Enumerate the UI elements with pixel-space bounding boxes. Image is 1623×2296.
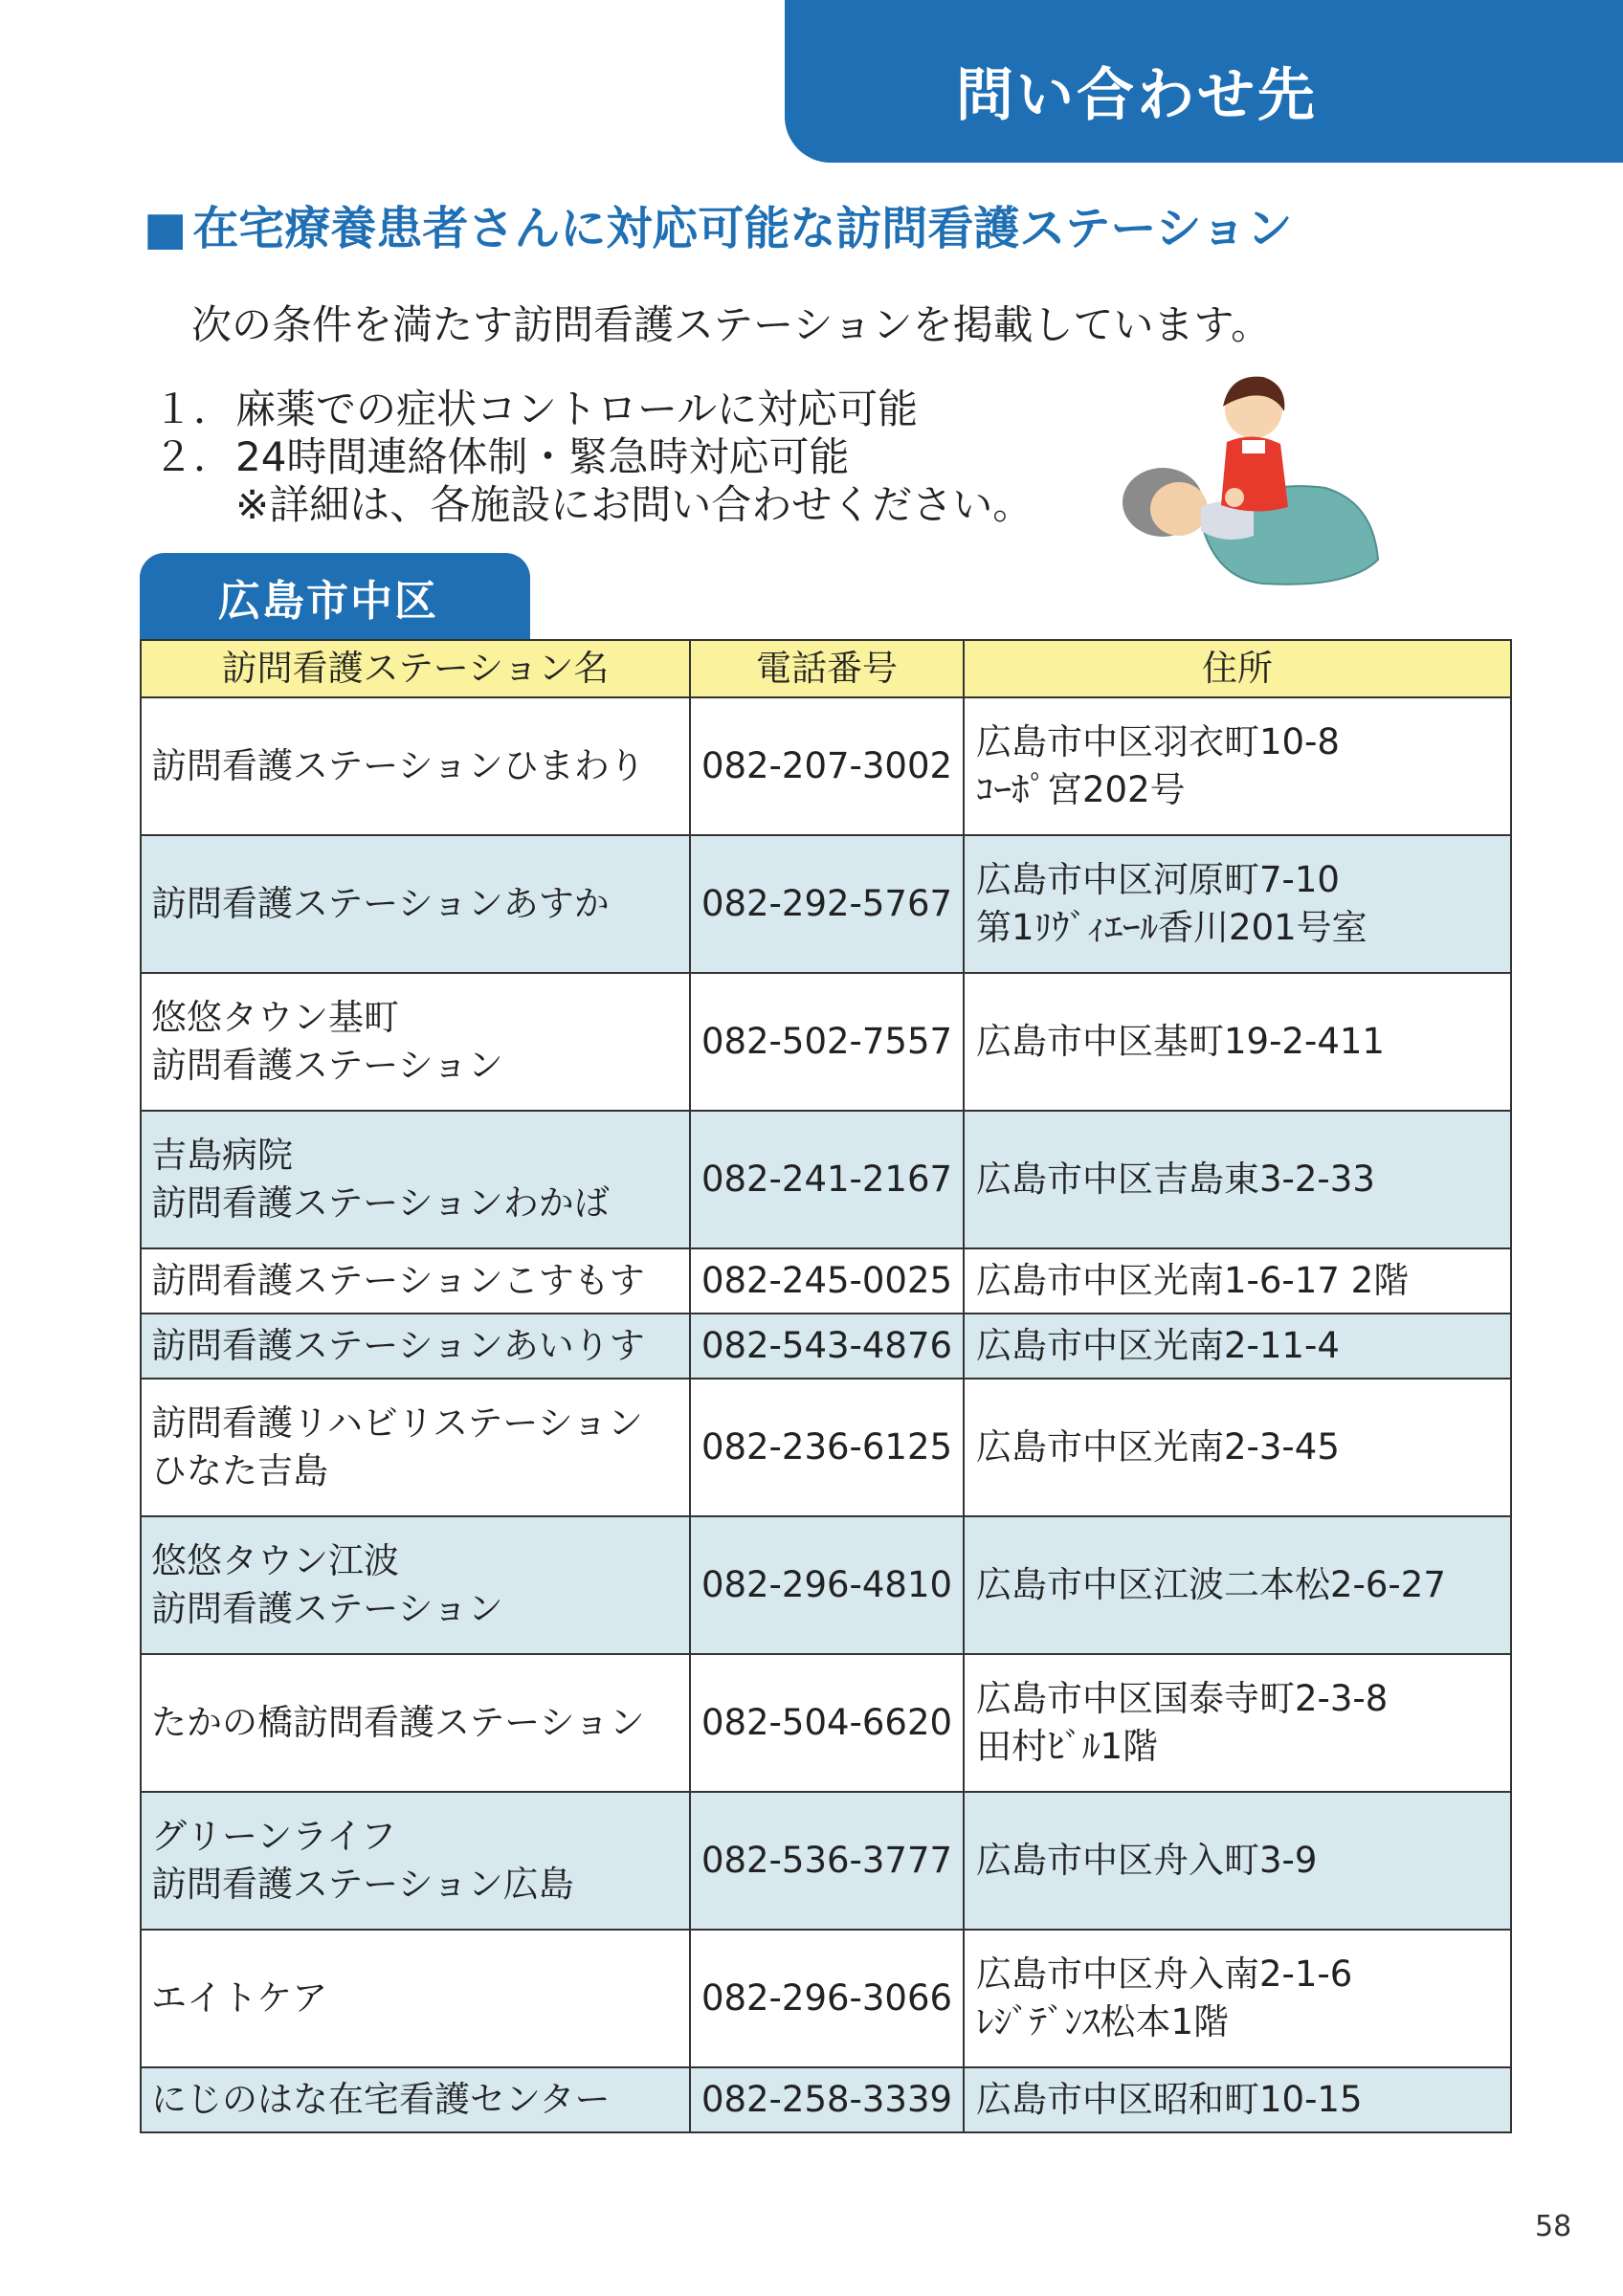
table-row — [141, 1379, 1511, 1516]
station-phone: 082-502-7557 — [690, 973, 964, 1111]
station-address: 広島市中区江波二本松2-6-27 — [964, 1516, 1511, 1654]
station-phone: 082-536-3777 — [690, 1792, 964, 1930]
page-number: 58 — [1535, 2210, 1572, 2243]
station-phone: 082-236-6125 — [690, 1379, 964, 1516]
header-tab-label: 問い合わせ先 — [956, 62, 1318, 129]
station-name: エイトケア — [141, 1930, 690, 2067]
station-name: 悠悠タウン江波 訪問看護ステーション — [141, 1516, 690, 1654]
table-row — [141, 1111, 1511, 1248]
section-title-text: 在宅療養患者さんに対応可能な訪問看護ステーション — [192, 202, 1293, 255]
station-phone: 082-296-4810 — [690, 1516, 964, 1654]
condition-text: 24時間連絡体制・緊急時対応可能 — [235, 433, 850, 480]
table-row — [141, 1516, 1511, 1654]
station-name: 訪問看護ステーションこすもす — [141, 1248, 690, 1314]
table-row — [141, 697, 1511, 835]
station-name: 訪問看護ステーションあいりす — [141, 1314, 690, 1379]
station-address: 広島市中区光南2-3-45 — [964, 1379, 1511, 1516]
title-marker: ■ — [144, 202, 188, 255]
condition-number: ２． — [153, 433, 234, 480]
station-address: 広島市中区光南2-11-4 — [964, 1314, 1511, 1379]
table-row — [141, 1248, 1511, 1314]
nurse-patient-illustration — [1110, 364, 1388, 603]
station-name: 吉島病院 訪問看護ステーションわかば — [141, 1111, 690, 1248]
station-name: 訪問看護ステーションひまわり — [141, 697, 690, 835]
station-phone: 082-292-5767 — [690, 835, 964, 973]
table-row — [141, 2067, 1511, 2132]
section-title — [144, 191, 1483, 257]
station-name: 訪問看護リハビリステーション ひなた吉島 — [141, 1379, 690, 1516]
column-header-address: 住所 — [964, 640, 1511, 697]
note-text: ※詳細は、各施設にお問い合わせください。 — [235, 481, 1034, 528]
intro-text: 次の条件を満たす訪問看護ステーションを掲載しています。 — [191, 301, 1272, 348]
column-header-name: 訪問看護ステーション名 — [141, 640, 690, 697]
condition-text: 麻薬での症状コントロールに対応可能 — [235, 386, 919, 432]
station-name: 悠悠タウン基町 訪問看護ステーション — [141, 973, 690, 1111]
station-address: 広島市中区光南1-6-17 2階 — [964, 1248, 1511, 1314]
station-address: 広島市中区羽衣町10-8 ｺｰﾎﾟ宮202号 — [964, 697, 1511, 835]
stations-table — [140, 639, 1512, 2133]
station-address: 広島市中区昭和町10-15 — [964, 2067, 1511, 2132]
table-row — [141, 1314, 1511, 1379]
nurse-hand-shape — [1225, 488, 1244, 507]
station-address: 広島市中区基町19-2-411 — [964, 973, 1511, 1111]
condition-number: １． — [153, 386, 234, 432]
station-name: たかの橋訪問看護ステーション — [141, 1654, 690, 1792]
table-row — [141, 1792, 1511, 1930]
table-row — [141, 1654, 1511, 1792]
station-name: にじのはな在宅看護センター — [141, 2067, 690, 2132]
station-address: 広島市中区舟入町3-9 — [964, 1792, 1511, 1930]
station-phone: 082-504-6620 — [690, 1654, 964, 1792]
station-phone: 082-207-3002 — [690, 697, 964, 835]
patient-face-shape — [1150, 482, 1208, 536]
table-row — [141, 835, 1511, 973]
station-address: 広島市中区吉島東3-2-33 — [964, 1111, 1511, 1248]
station-phone: 082-543-4876 — [690, 1314, 964, 1379]
nurse-collar-shape — [1242, 440, 1265, 453]
station-phone: 082-245-0025 — [690, 1248, 964, 1314]
station-phone: 082-258-3339 — [690, 2067, 964, 2132]
area-tab — [140, 553, 530, 641]
station-name: グリーンライフ 訪問看護ステーション広島 — [141, 1792, 690, 1930]
area-label: 広島市中区 — [218, 577, 438, 626]
station-address: 広島市中区国泰寺町2-3-8 田村ﾋﾞﾙ1階 — [964, 1654, 1511, 1792]
table-row — [141, 1930, 1511, 2067]
table-row — [141, 973, 1511, 1111]
station-phone: 082-241-2167 — [690, 1111, 964, 1248]
station-phone: 082-296-3066 — [690, 1930, 964, 2067]
header-tab — [785, 0, 1623, 163]
column-header-phone: 電話番号 — [690, 640, 964, 697]
station-name: 訪問看護ステーションあすか — [141, 835, 690, 973]
station-address: 広島市中区舟入南2-1-6 ﾚｼﾞﾃﾞﾝｽ松本1階 — [964, 1930, 1511, 2067]
station-address: 広島市中区河原町7-10 第1ﾘｳﾞｨｴｰﾙ香川201号室 — [964, 835, 1511, 973]
table-header-row — [141, 640, 1511, 697]
